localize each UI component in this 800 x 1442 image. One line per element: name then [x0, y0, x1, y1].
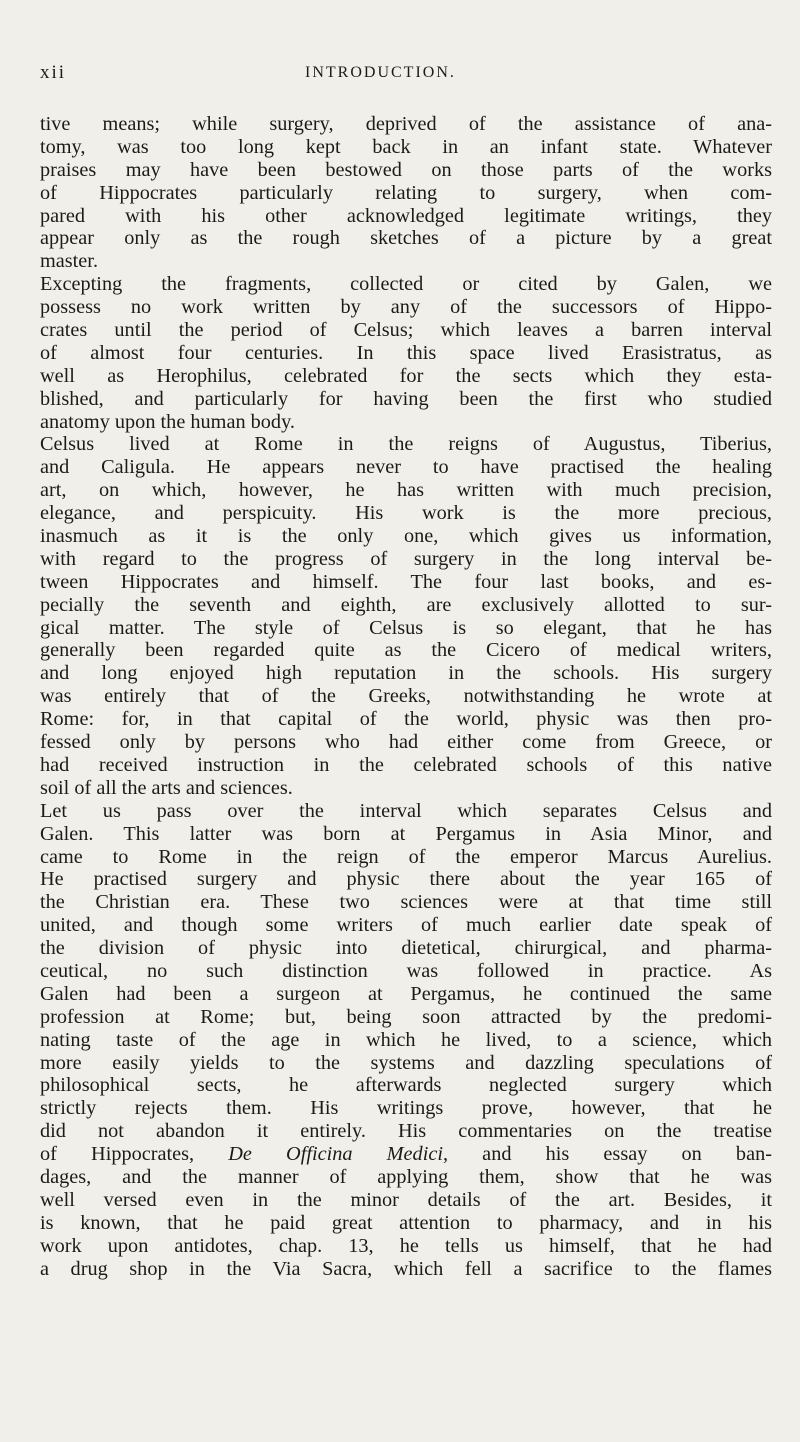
- text-line: appear only as the rough sketches of a picture by a great: [40, 227, 772, 250]
- text-line: is known, that he paid great attention to pharmacy, and in his: [40, 1211, 772, 1234]
- text-line: came to Rome in the reign of the emperor Marcus Aurelius.: [40, 845, 772, 868]
- text-line: the division of physic into dietetical, chirurgical, and pharma-: [40, 937, 772, 960]
- text-line: Galen had been a surgeon at Pergamus, he continued the same: [40, 982, 772, 1005]
- text-line: Excepting the fragments, collected or cited by Galen, we: [40, 273, 772, 296]
- body-text: [40, 113, 772, 1280]
- text-line: a drug shop in the Via Sacra, which fell a sacrifice to the flames: [40, 1257, 772, 1280]
- page-header: [40, 62, 770, 86]
- text-line: gical matter. The style of Celsus is so elegant, that he has: [40, 616, 772, 639]
- text-line: the Christian era. These two sciences were at that time still: [40, 891, 772, 914]
- text-line: more easily yields to the systems and dazzling speculations of: [40, 1051, 772, 1074]
- text-line: dages, and the manner of applying them, show that he was: [40, 1165, 772, 1188]
- text-line: strictly rejects them. His writings prove, however, that he: [40, 1097, 772, 1120]
- text-line: ceutical, no such distinction was followed in practice. As: [40, 959, 772, 982]
- running-head: INTRODUCTION.: [305, 64, 456, 81]
- text-line: profession at Rome; but, being soon attracted by the predomi-: [40, 1005, 772, 1028]
- text-line: He practised surgery and physic there about the year 165 of: [40, 868, 772, 891]
- text-line: pecially the seventh and eighth, are exclusively allotted to sur-: [40, 593, 772, 616]
- text-line: anatomy upon the human body.: [40, 410, 295, 433]
- text-line: inasmuch as it is the only one, which gives us information,: [40, 525, 772, 548]
- text-line: praises may have been bestowed on those parts of the works: [40, 158, 772, 181]
- text-line: and Caligula. He appears never to have practised the healing: [40, 456, 772, 479]
- text-line: fessed only by persons who had either come from Greece, or: [40, 731, 772, 754]
- text-line: Galen. This latter was born at Pergamus in Asia Minor, and: [40, 822, 772, 845]
- text-line: tive means; while surgery, deprived of the assistance of ana-: [40, 113, 772, 135]
- text-line: of Hippocrates particularly relating to surgery, when com-: [40, 181, 772, 204]
- text-line: tween Hippocrates and himself. The four last books, and es-: [40, 570, 772, 593]
- text-line: crates until the period of Celsus; which leaves a barren interval: [40, 319, 772, 342]
- text-line: generally been regarded quite as the Cicero of medical writers,: [40, 639, 772, 662]
- text-line: was entirely that of the Greeks, notwithstanding he wrote at: [40, 685, 772, 708]
- text-line: Celsus lived at Rome in the reigns of Augustus, Tiberius,: [40, 433, 772, 456]
- text-line: art, on which, however, he has written with much precision,: [40, 479, 772, 502]
- text-line: Let us pass over the interval which separates Celsus and: [40, 799, 772, 822]
- text-line: had received instruction in the celebrated schools of this native: [40, 753, 772, 776]
- text-line: elegance, and perspicuity. His work is the more precious,: [40, 502, 772, 525]
- italic-title: De Officina Medici: [228, 1143, 443, 1166]
- text-line: of almost four centuries. In this space lived Erasistratus, as: [40, 341, 772, 364]
- text-line: with regard to the progress of surgery in the long interval be-: [40, 547, 772, 570]
- text-fragment: of Hippocrates,: [40, 1143, 229, 1166]
- text-line: united, and though some writers of much earlier date speak of: [40, 914, 772, 937]
- text-line-with-title: [40, 1143, 772, 1166]
- text-fragment: , and his essay on ban-: [442, 1143, 772, 1166]
- text-line: tomy, was too long kept back in an infant state. Whatever: [40, 135, 772, 158]
- text-line: pared with his other acknowledged legitimate writings, they: [40, 204, 772, 227]
- text-line: did not abandon it entirely. His commentaries on the treatise: [40, 1120, 772, 1143]
- page-number: xii: [40, 62, 67, 83]
- text-line: well versed even in the minor details of the art. Besides, it: [40, 1188, 772, 1211]
- text-line: nating taste of the age in which he lived, to a science, which: [40, 1028, 772, 1051]
- text-line: philosophical sects, he afterwards neglected surgery which: [40, 1074, 772, 1097]
- text-line: blished, and particularly for having been the first who studied: [40, 387, 772, 410]
- text-line: master.: [40, 250, 99, 273]
- text-line: Rome: for, in that capital of the world, physic was then pro-: [40, 708, 772, 731]
- text-line: well as Herophilus, celebrated for the sects which they esta-: [40, 364, 772, 387]
- text-line: work upon antidotes, chap. 13, he tells us himself, that he had: [40, 1234, 772, 1257]
- text-line: and long enjoyed high reputation in the schools. His surgery: [40, 662, 772, 685]
- text-line: possess no work written by any of the successors of Hippo-: [40, 296, 772, 319]
- text-line: soil of all the arts and sciences.: [40, 776, 293, 799]
